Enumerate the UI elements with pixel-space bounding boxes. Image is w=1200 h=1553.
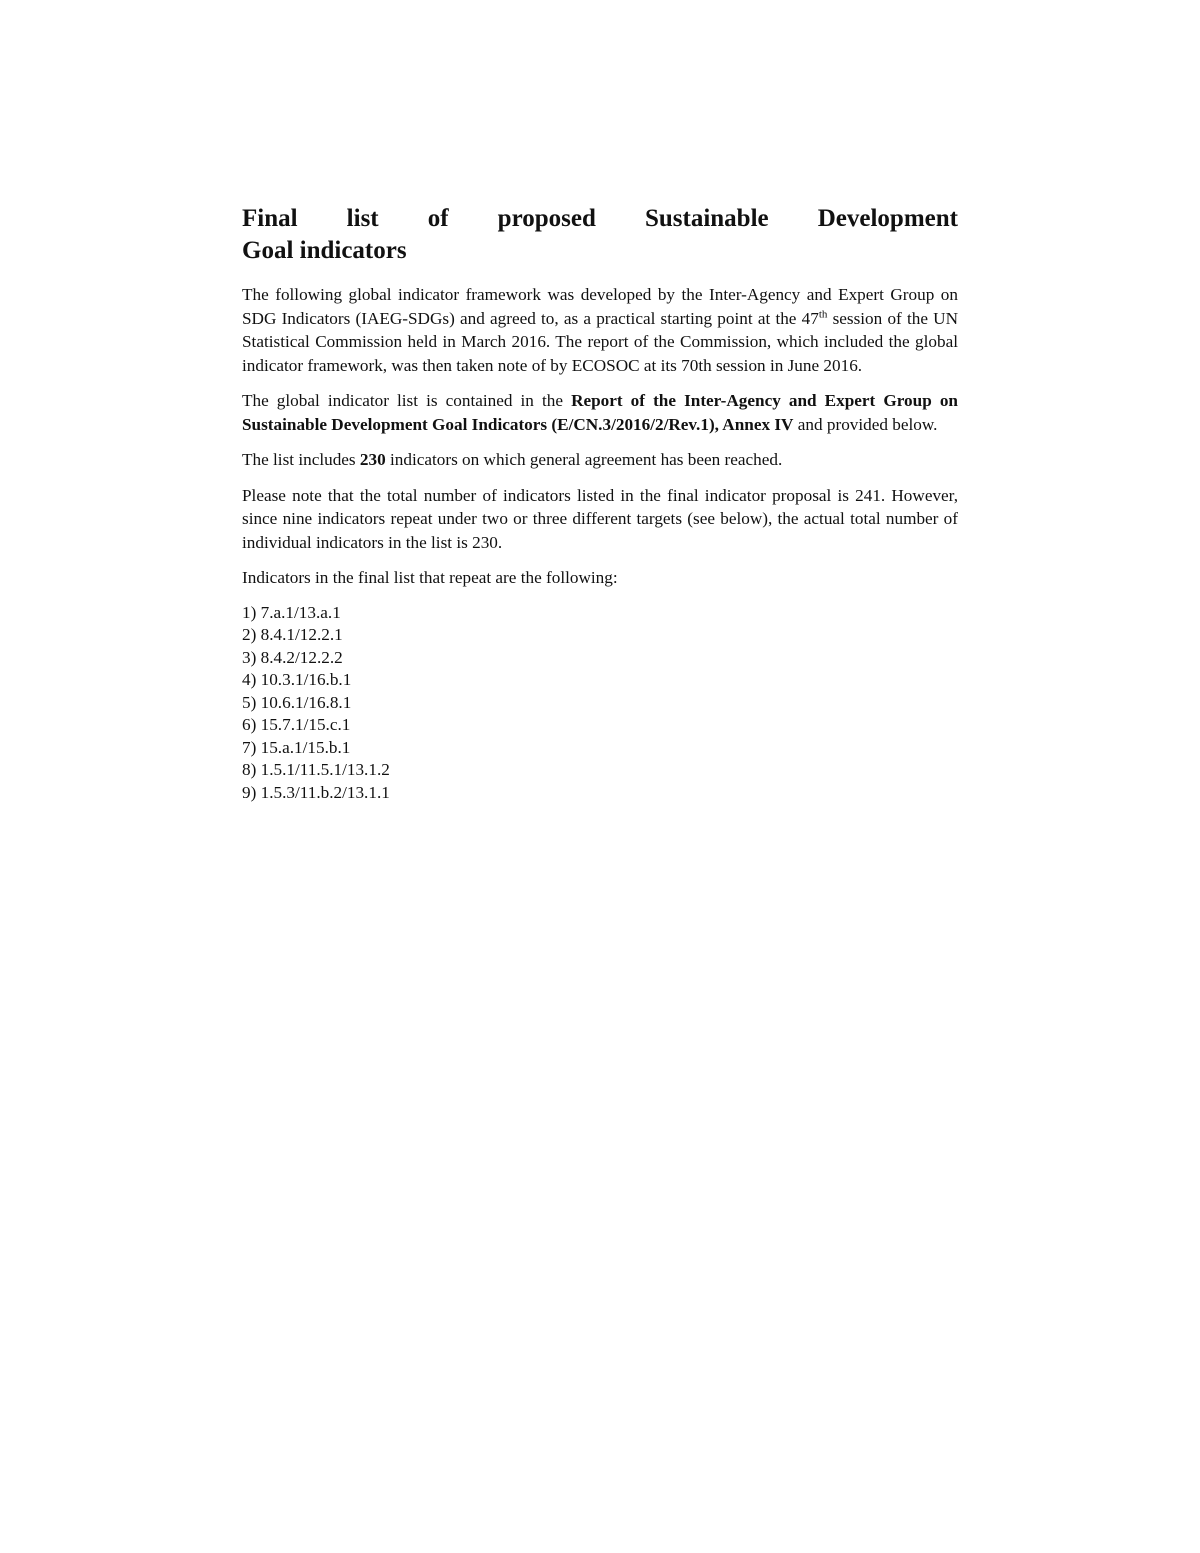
- indicator-count-paragraph: [242, 448, 958, 472]
- report-text-part1: The global indicator list is contained in the: [242, 391, 572, 410]
- document-page: [242, 203, 958, 804]
- list-item: 2) 8.4.1/12.2.1: [242, 625, 343, 644]
- list-item: 5) 10.6.1/16.8.1: [242, 692, 352, 712]
- list-item: 7) 15.a.1/15.b.1: [242, 737, 351, 757]
- list-item: 6) 15.7.1/15.c.1: [242, 715, 351, 734]
- list-item: 9) 1.5.3/11.b.2/13.1.1: [242, 782, 390, 802]
- report-title: Report of the Inter-Agency and Expert Group on Sustainable Development Goal Indicators (E/CN.3/2016/2/Rev.1), Annex IV: [242, 391, 958, 434]
- list-item: 3) 8.4.2/12.2.2: [242, 647, 343, 667]
- intro-text-part2: session of the UN Statistical Commission held in March 2016. The report of the Commission, which included the global indicator framework, was then taken note of by ECOSOC at its 70th session in June 2016.: [242, 308, 958, 375]
- count-text-part2: indicators on which general agreement has been reached.: [385, 450, 783, 469]
- intro-paragraph: [242, 283, 958, 377]
- title-line-2: Goal indicators: [242, 237, 407, 264]
- repeat-indicator-list: [242, 602, 958, 805]
- indicator-count: 230: [359, 450, 386, 469]
- report-reference-paragraph: [242, 389, 958, 436]
- list-item: 8) 1.5.1/11.5.1/13.1.2: [242, 760, 390, 779]
- report-text-part2: and provided below.: [793, 414, 938, 434]
- count-text-part1: The list includes: [242, 450, 360, 469]
- note-paragraph: Please note that the total number of indicators listed in the final indicator proposal is 241. However, since nine indicators repeat under two or three different targets (see below), the actual total number of individual indicators in the list is 230.: [242, 485, 958, 552]
- document-title: [242, 203, 958, 267]
- ordinal-suffix: th: [818, 307, 828, 320]
- repeat-intro-paragraph: Indicators in the final list that repeat are the following:: [242, 568, 618, 587]
- list-item: 1) 7.a.1/13.a.1: [242, 602, 341, 622]
- list-item: 4) 10.3.1/16.b.1: [242, 670, 352, 689]
- title-line-1: Final list of proposed Sustainable Development: [242, 205, 958, 232]
- intro-text-part1: The following global indicator framework was developed by the Inter-Agency and Expert Group on SDG Indicators (IAEG-SDGs) and agreed to, as a practical starting point at the 47: [242, 285, 958, 328]
